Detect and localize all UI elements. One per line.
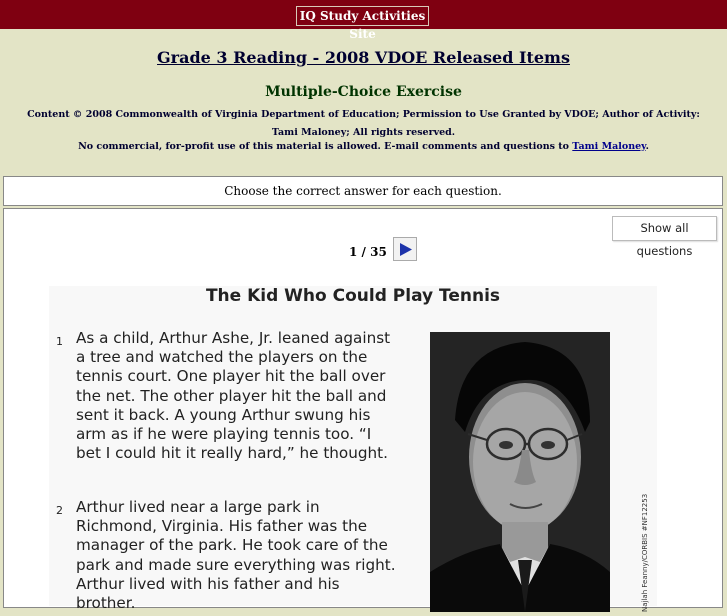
reading-passage <box>49 286 657 613</box>
exercise-subtitle: Multiple-Choice Exercise <box>265 84 462 100</box>
portrait-photo <box>430 332 610 612</box>
instructions-text: Choose the correct answer for each question. <box>224 184 502 198</box>
site-header-bar <box>0 0 727 41</box>
notice-punctuation: . <box>645 141 649 152</box>
paragraph-text: Arthur lived near a large park in Richmond, Virginia. His father was the manager of the park. He took care of the park and made sure everything was right. Arthur lived with his father and his brother. <box>76 498 396 613</box>
usage-notice <box>0 141 727 152</box>
instructions-panel <box>3 176 723 206</box>
story-title: The Kid Who Could Play Tennis <box>205 286 501 306</box>
right-arrow-icon <box>398 242 413 257</box>
show-all-questions-button[interactable]: Show all questions <box>612 216 717 241</box>
copyright-text: Content © 2008 Commonwealth of Virginia Department of Education; Permission to Use Granted by VDOE; Author of Activity: Tami Maloney; All rights reserved. <box>27 109 700 138</box>
page-title: Grade 3 Reading - 2008 VDOE Released Items <box>157 48 570 67</box>
paragraph-number: 1 <box>56 335 63 348</box>
site-title[interactable]: IQ Study Activities Site <box>296 6 429 26</box>
paragraph-text: As a child, Arthur Ashe, Jr. leaned against a tree and watched the players on the tennis court. One player hit the ball over the net. The other player hit the ball and sent it back. A young Arthur swung his arm as if he were playing tennis too. “I bet I could hit it really hard,” he thought. <box>76 329 391 463</box>
photo-credit <box>640 493 650 616</box>
portrait-illustration <box>430 332 610 612</box>
notice-text: No commercial, for-profit use of this material is allowed. E-mail comments and questions to <box>78 141 573 152</box>
next-question-button[interactable] <box>393 237 417 261</box>
author-email-link[interactable]: Tami Maloney <box>572 141 646 152</box>
photo-credit-text: Najlah Feanny/CORBIS #NF12253 <box>641 493 649 612</box>
question-panel <box>3 208 723 613</box>
question-counter: 1 / 35 <box>349 245 387 259</box>
paragraph-number: 2 <box>56 504 63 517</box>
